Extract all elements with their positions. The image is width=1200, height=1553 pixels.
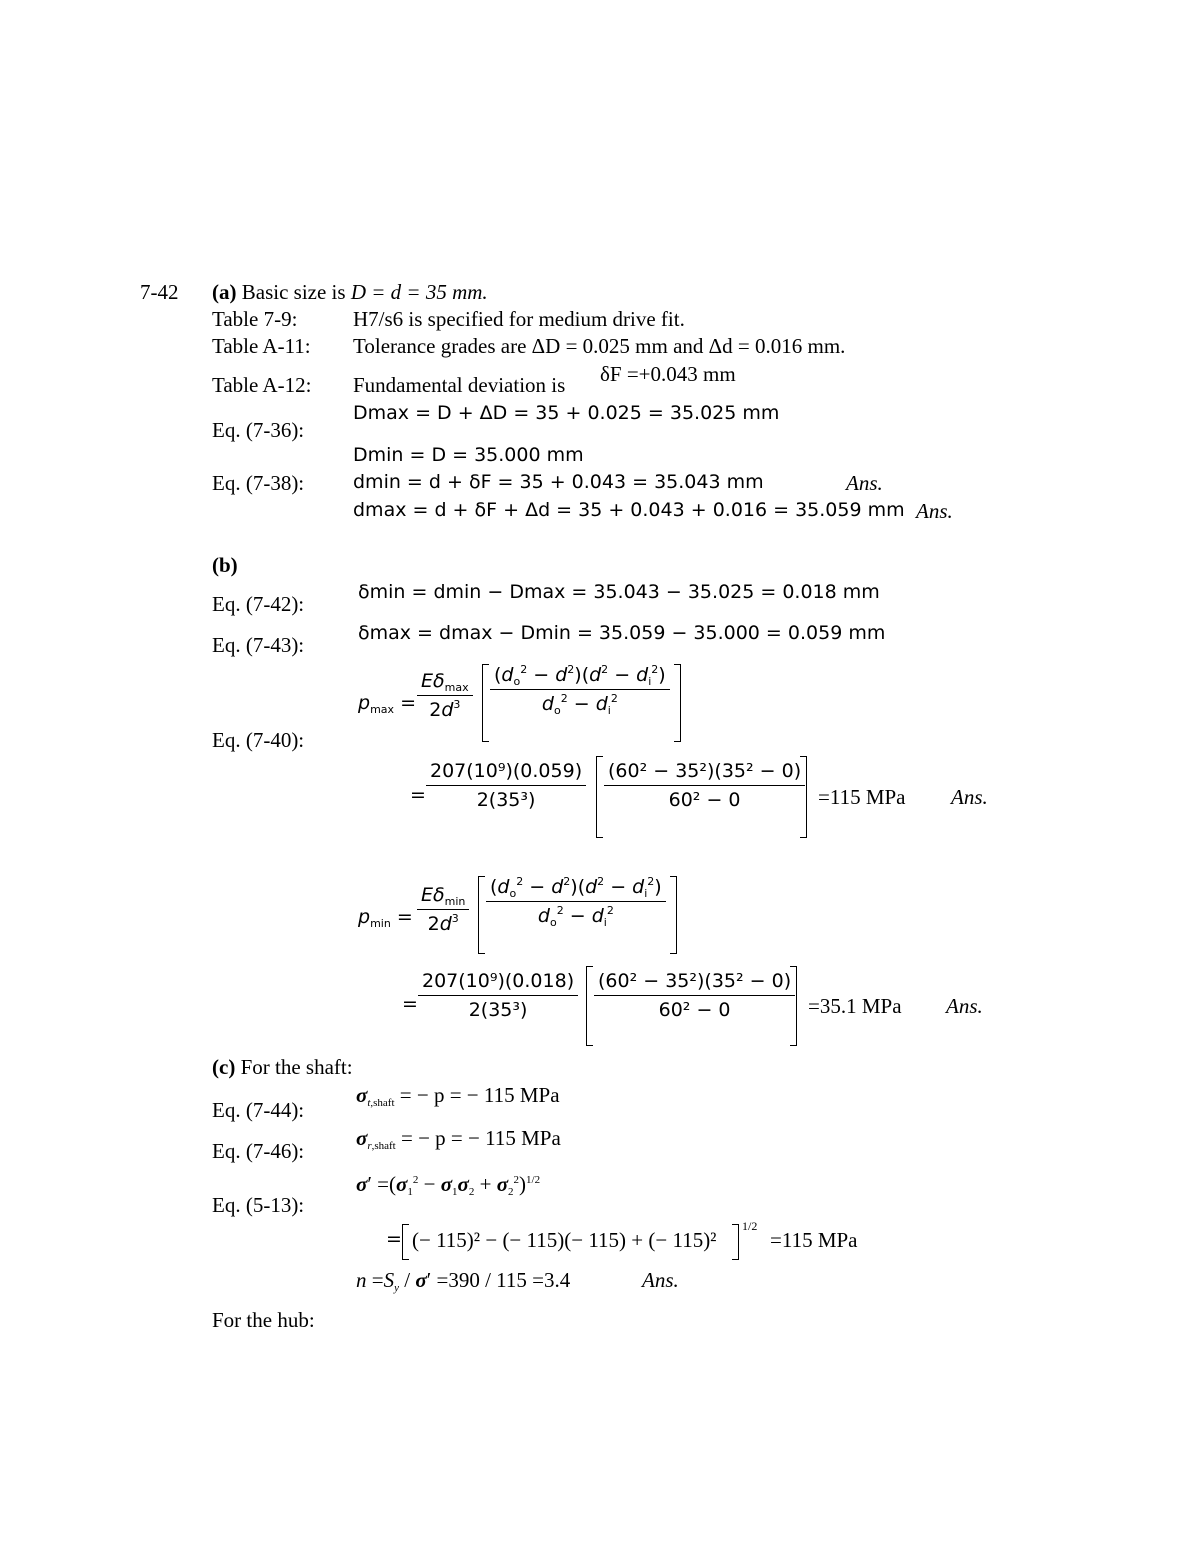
vm-bracket-right [732,1224,739,1260]
fundamental-deviation-eq: δF =+0.043 mm [600,362,736,386]
ref-table-a-12: Table A-12: [212,373,312,397]
pmax-geom-frac: $(d_o^2 - d^2)(d^2 - d_i^2)$ $d_o^2 - d_i^2$ [490,664,670,715]
pmax-num-bracket-left [596,756,603,838]
ans-n: Ans. [642,1268,679,1292]
basic-size-eq: D = d = 35 mm. [350,280,488,304]
pmin-coef-frac: $E\delta_{min}$ $2d^3$ [417,884,469,935]
von-mises-eq-sign: = [386,1228,402,1250]
pmax-num-bracket-right [800,756,807,838]
pmin-bracket-left [478,876,485,954]
pmax-equals: = [410,784,426,806]
hub-heading: For the hub: [212,1308,315,1332]
ref-table-7-9: Table 7-9: [212,307,298,331]
part-a-intro: (a) Basic size is D = d = 35 mm. [212,280,488,304]
sigma-t-shaft-eq: $\sigma_{t,shaft}$ = − p = − 115 MPa [356,1083,560,1109]
ans-pmax: Ans. [951,785,988,809]
dmax-hole-eq: Dmax = D + ΔD = 35 + 0.025 = 35.025 mm [353,402,780,424]
fundamental-deviation-text: Fundamental deviation is [353,373,566,397]
ref-eq-7-44: Eq. (7-44): [212,1098,305,1122]
pmax-bracket-right [674,664,681,742]
dmin-shaft-eq: dmin = d + δF = 35 + 0.043 = 35.043 mm [353,471,764,493]
pmax-bracket-left [482,664,489,742]
ans-a-1: Ans. [846,471,883,495]
von-mises-numeric: (− 115)² − (− 115)(− 115) + (− 115)² [412,1228,717,1252]
safety-factor-eq: $n =S_y / \sigma' =390 / 115 =3.4$ [356,1268,571,1294]
sigma-r-shaft-eq: $\sigma_{r,shaft}$ = − p = − 115 MPa [356,1126,561,1152]
ans-a-2: Ans. [916,499,953,523]
vm-exponent: 1/2 [742,1219,758,1233]
ref-eq-7-46: Eq. (7-46): [212,1139,305,1163]
vm-bracket-left [402,1224,409,1260]
pmin-equals: = [402,993,418,1015]
fit-spec-text: H7/s6 is specified for medium drive fit. [353,307,685,331]
tolerance-grades-text: Tolerance grades are ΔD = 0.025 mm and Δd = 0.016 mm. [353,334,846,358]
ref-eq-7-42: Eq. (7-42): [212,592,305,616]
delta-min-eq: δmin = dmin − Dmax = 35.043 − 35.025 = 0.018 mm [358,581,880,603]
ref-eq-7-40: Eq. (7-40): [212,728,305,752]
pmin-num-bracket-left [586,966,593,1046]
ref-eq-7-38: Eq. (7-38): [212,471,305,495]
pmin-geom-frac: $(d_o^2 - d^2)(d^2 - d_i^2)$ $d_o^2 - d_i^2$ [486,876,666,927]
pmin-bracket-right [670,876,677,954]
pmin-result: =35.1 MPa [808,994,902,1018]
delta-max-eq: δmax = dmax − Dmin = 35.059 − 35.000 = 0.059 mm [358,622,886,644]
pmax-num-frac: 207(10⁹)(0.059) 2(35³) [426,760,586,811]
ref-table-a-11: Table A-11: [212,334,311,358]
pmax-symbol: $p_{max}$ = [358,692,416,716]
ref-eq-7-43: Eq. (7-43): [212,633,305,657]
pmax-result: =115 MPa [818,785,906,809]
part-a-label: (a) [212,280,237,304]
pmin-num-geom-frac: (60² − 35²)(35² − 0) 60² − 0 [594,970,795,1021]
von-mises-result: =115 MPa [770,1228,858,1252]
pmin-num-bracket-right [790,966,797,1046]
part-b-label: (b) [212,553,238,577]
part-c-intro: (c) For the shaft: [212,1055,353,1079]
pmin-symbol: $p_{min}$ = [358,906,413,930]
pmax-num-geom-frac: (60² − 35²)(35² − 0) 60² − 0 [604,760,805,811]
von-mises-symbolic: $\sigma' =(\sigma_1^2 - \sigma_1\sigma_2 + \sigma_2^2)^{1/2}$ [356,1172,541,1198]
ref-eq-7-36: Eq. (7-36): [212,418,305,442]
ans-pmin: Ans. [946,994,983,1018]
pmax-coef-frac: $E\delta_{max}$ $2d^3$ [417,670,473,721]
ref-eq-5-13: Eq. (5-13): [212,1193,305,1217]
dmax-shaft-eq: dmax = d + δF + Δd = 35 + 0.043 + 0.016 = 35.059 mm [353,499,905,521]
problem-number: 7-42 [140,280,179,304]
dmin-hole-eq: Dmin = D = 35.000 mm [353,444,584,466]
pmin-num-frac: 207(10⁹)(0.018) 2(35³) [418,970,578,1021]
